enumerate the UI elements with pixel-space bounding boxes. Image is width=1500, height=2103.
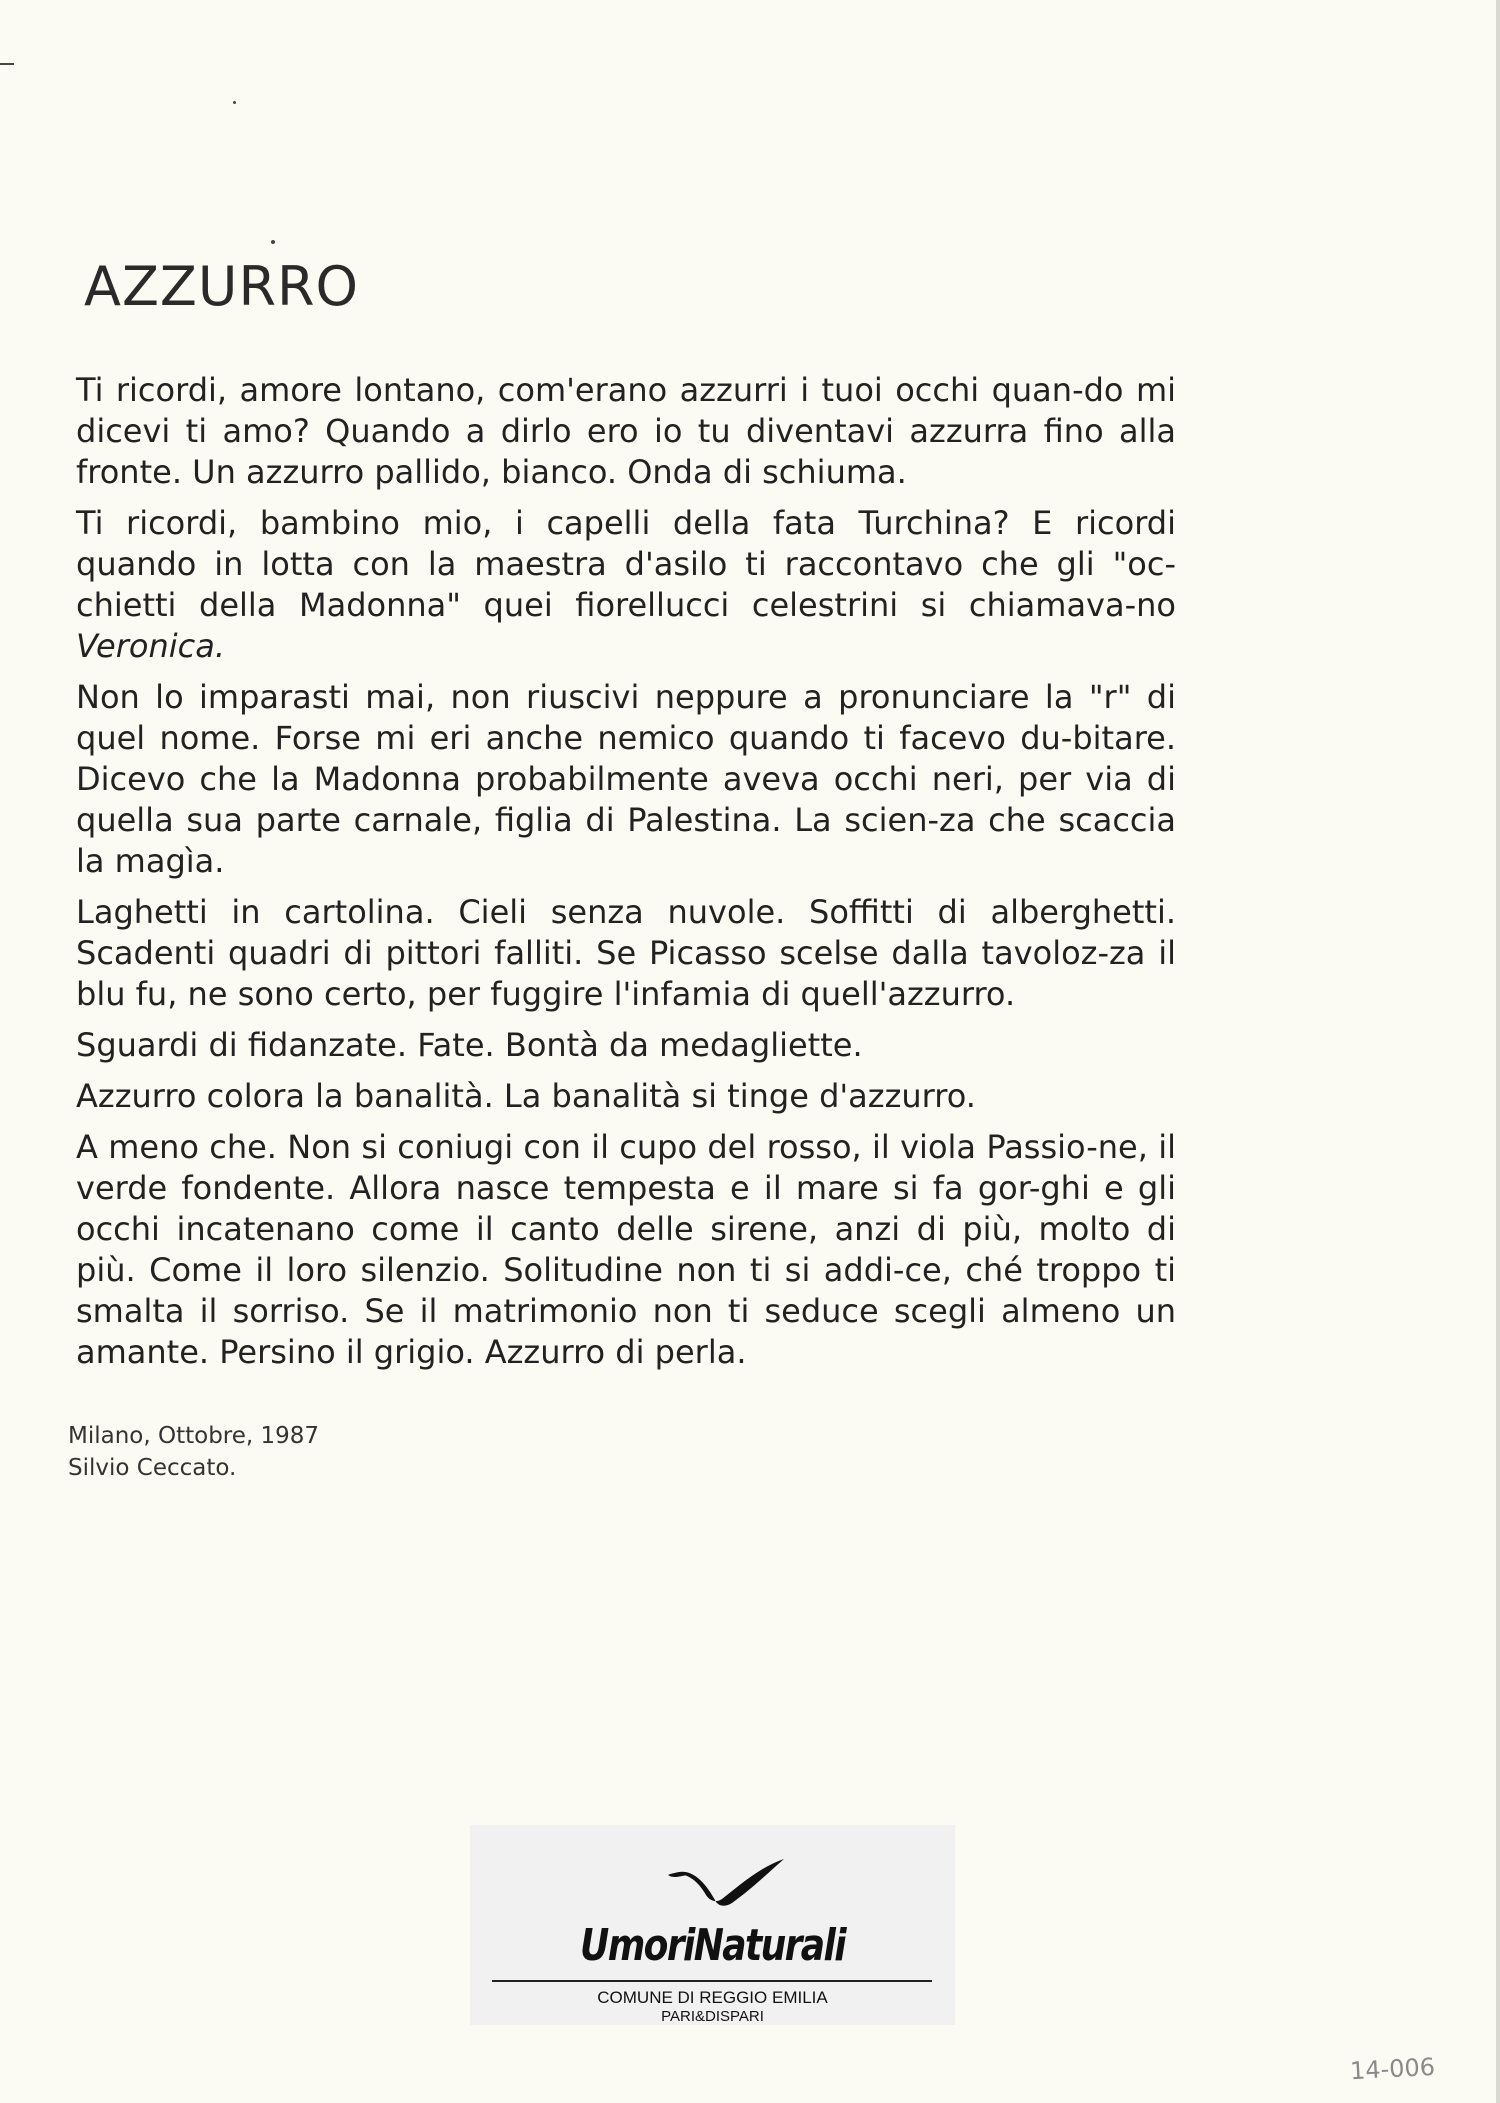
stamp-line-1: COMUNE DI REGGIO EMILIA: [597, 1988, 828, 2007]
document-body: [76, 370, 1176, 1383]
paragraph-6: Azzurro colora la banalità. La banalità si tinge d'azzurro.: [76, 1077, 976, 1115]
scan-mark: [233, 101, 236, 104]
paragraph-1: Ti ricordi, amore lontano, com'erano azzurri i tuoi occhi quan-do mi dicevi ti amo? Quando a dirlo ero io tu diventavi azzurra fino alla fronte. Un azzurro pallido, bianco. Onda di schiuma.: [76, 371, 1176, 491]
archive-code: 14-006: [1349, 2052, 1436, 2086]
scan-mark: [271, 240, 275, 244]
event-stamp: [470, 1825, 955, 2025]
signature-author: Silvio Ceccato.: [68, 1455, 237, 1481]
paragraph-5: Sguardi di fidanzate. Fate. Bontà da medagliette.: [76, 1026, 863, 1064]
signature-place-date: Milano, Ottobre, 1987: [68, 1423, 320, 1449]
paragraph-2: [76, 503, 1176, 667]
stamp-line-2: PARI&DISPARI: [661, 2008, 764, 2025]
signature-block: [68, 1420, 319, 1484]
paragraph-3: Non lo imparasti mai, non riuscivi neppure a pronunciare la "r" di quel nome. Forse mi eri anche nemico quando ti facevo du-bitare. Dicevo che la Madonna probabilmente aveva occhi neri, per via di quella sua parte carnale, figlia di Palestina. La scien-za che scaccia la magìa.: [76, 678, 1176, 880]
paragraph-2-italic: Veronica.: [76, 627, 225, 665]
stamp-brand: UmoriNaturali: [580, 1920, 845, 1971]
paragraph-7: A meno che. Non si coniugi con il cupo del rosso, il viola Passio-ne, il verde fondente. Allora nasce tempesta e il mare si fa gor-ghi e gli occhi incatenano come il canto delle sirene, anzi di più, molto di più. Come il loro silenzio. Solitudine non ti si addi-ce, ché troppo ti smalta il sorriso. Se il matrimonio non ti seduce scegli almeno un amante. Persino il grigio. Azzurro di perla.: [76, 1128, 1176, 1371]
bird-swoosh-icon: [470, 1845, 955, 1925]
stamp-divider: [492, 1980, 932, 1982]
paragraph-4: Laghetti in cartolina. Cieli senza nuvole. Soffitti di alberghetti. Scadenti quadri di pittori falliti. Se Picasso scelse dalla tavoloz-za il blu fu, ne sono certo, per fuggire l'infamia di quell'azzurro.: [76, 893, 1176, 1013]
scan-mark: [0, 63, 14, 65]
document-title: AZZURRO: [84, 255, 359, 318]
page-edge: [1496, 0, 1500, 2103]
paragraph-2-text: Ti ricordi, bambino mio, i capelli della fata Turchina? E ricordi quando in lotta con la maestra d'asilo ti raccontavo che gli "oc-chietti della Madonna" quei fiorellucci celestrini si chiamava-no: [76, 504, 1176, 624]
